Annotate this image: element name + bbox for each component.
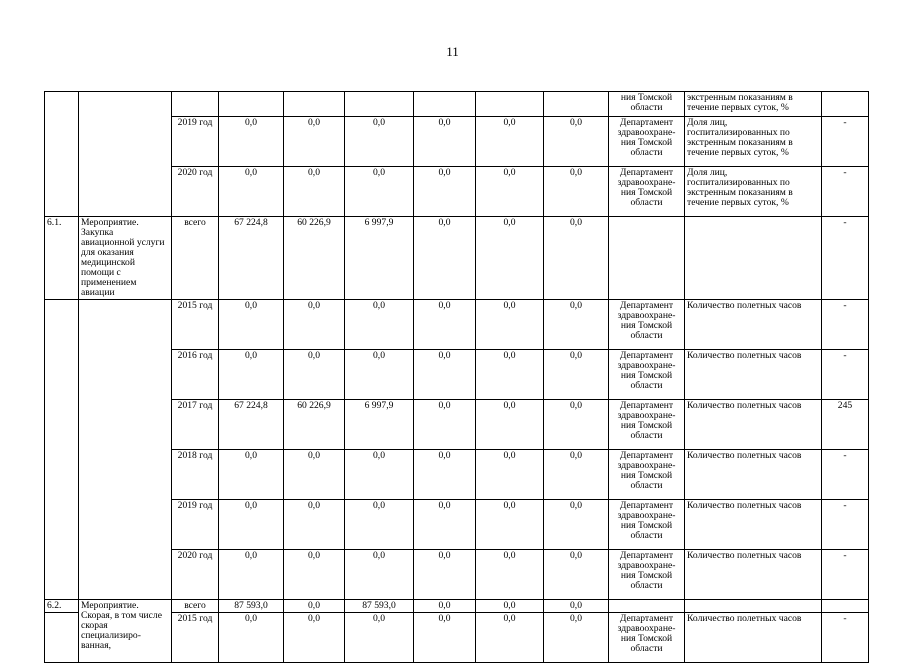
indicator-cell: Количество полетных часов (685, 300, 822, 350)
department-cell: Департамент здравоохране-ния Томской области (609, 450, 685, 500)
target-value-cell: - (822, 613, 869, 663)
target-value-cell: - (822, 300, 869, 350)
value-cell: 0,0 (544, 550, 609, 600)
value-cell: 0,0 (476, 117, 544, 167)
value-cell: 0,0 (414, 167, 476, 217)
value-cell: 0,0 (414, 400, 476, 450)
indicator-cell (685, 600, 822, 613)
department-cell: Департамент здравоохране-ния Томской области (609, 300, 685, 350)
value-cell: 0,0 (476, 217, 544, 300)
year-cell: всего (172, 600, 219, 613)
value-cell: 67 224,8 (219, 400, 284, 450)
value-cell: 0,0 (476, 550, 544, 600)
value-cell: 0,0 (284, 500, 345, 550)
page-number: 11 (446, 44, 459, 59)
row-number-cell: 6.2. (45, 600, 79, 613)
year-cell: 2019 год (172, 500, 219, 550)
value-cell: 0,0 (544, 167, 609, 217)
value-cell: 0,0 (414, 217, 476, 300)
value-cell: 0,0 (544, 613, 609, 663)
value-cell: 0,0 (219, 117, 284, 167)
row-number-cell (45, 300, 79, 600)
value-cell: 0,0 (284, 550, 345, 600)
value-cell: 0,0 (476, 300, 544, 350)
department-cell: Департамент здравоохране-ния Томской области (609, 167, 685, 217)
indicator-cell: Количество полетных часов (685, 350, 822, 400)
department-cell: Департамент здравоохране-ния Томской области (609, 117, 685, 167)
department-cell (609, 600, 685, 613)
target-value-cell: - (822, 450, 869, 500)
value-cell: 6 997,9 (345, 400, 414, 450)
department-cell: Департамент здравоохране-ния Томской области (609, 400, 685, 450)
row-description-cell (79, 300, 172, 600)
indicator-cell: Количество полетных часов (685, 550, 822, 600)
year-cell: 2019 год (172, 117, 219, 167)
row-description-cell: Мероприятие. Скорая, в том числе скорая специализиро-ванная, (79, 600, 172, 663)
year-cell: 2015 год (172, 613, 219, 663)
value-cell: 0,0 (284, 600, 345, 613)
value-cell: 0,0 (544, 450, 609, 500)
value-cell: 0,0 (544, 350, 609, 400)
value-cell: 0,0 (284, 613, 345, 663)
value-cell: 0,0 (219, 550, 284, 600)
value-cell: 0,0 (414, 350, 476, 400)
value-cell: 87 593,0 (345, 600, 414, 613)
value-cell: 0,0 (544, 400, 609, 450)
value-cell: 0,0 (414, 450, 476, 500)
value-cell: 0,0 (476, 400, 544, 450)
table-row (45, 217, 869, 300)
target-value-cell: - (822, 167, 869, 217)
table-row (45, 300, 869, 350)
row-number-cell: 6.1. (45, 217, 79, 300)
value-cell: 0,0 (219, 450, 284, 500)
value-cell: 0,0 (219, 350, 284, 400)
value-cell: 0,0 (414, 600, 476, 613)
value-cell: 0,0 (284, 350, 345, 400)
indicator-cell: Количество полетных часов (685, 500, 822, 550)
table-row (45, 600, 869, 613)
value-cell: 0,0 (414, 550, 476, 600)
indicator-cell: Доля лиц, госпитализированных по экстренным показаниям в течение первых суток, % (685, 117, 822, 167)
department-cell (609, 217, 685, 300)
year-cell (172, 92, 219, 117)
year-cell: 2016 год (172, 350, 219, 400)
value-cell: 0,0 (414, 300, 476, 350)
department-cell: Департамент здравоохране-ния Томской области (609, 613, 685, 663)
department-cell: Департамент здравоохране-ния Томской области (609, 550, 685, 600)
target-value-cell: - (822, 217, 869, 300)
value-cell: 0,0 (345, 550, 414, 600)
value-cell: 0,0 (544, 217, 609, 300)
value-cell: 0,0 (414, 117, 476, 167)
value-cell: 0,0 (476, 350, 544, 400)
target-value-cell: - (822, 117, 869, 167)
value-cell: 0,0 (345, 350, 414, 400)
indicator-cell: Количество полетных часов (685, 400, 822, 450)
value-cell: 87 593,0 (219, 600, 284, 613)
department-cell: Департамент здравоохране-ния Томской области (609, 350, 685, 400)
target-value-cell: - (822, 500, 869, 550)
value-cell: 0,0 (544, 600, 609, 613)
indicator-cell: Количество полетных часов (685, 613, 822, 663)
department-cell: ния Томской области (609, 92, 685, 117)
indicator-cell: Количество полетных часов (685, 450, 822, 500)
year-cell: всего (172, 217, 219, 300)
value-cell (345, 92, 414, 117)
value-cell: 0,0 (544, 117, 609, 167)
value-cell: 0,0 (544, 300, 609, 350)
value-cell: 0,0 (345, 613, 414, 663)
target-value-cell (822, 92, 869, 117)
value-cell (219, 92, 284, 117)
target-value-cell: - (822, 550, 869, 600)
value-cell: 0,0 (345, 167, 414, 217)
value-cell: 0,0 (219, 167, 284, 217)
value-cell: 0,0 (219, 500, 284, 550)
value-cell: 0,0 (476, 613, 544, 663)
value-cell (284, 92, 345, 117)
table-row (45, 92, 869, 117)
row-number-cell (45, 613, 79, 663)
value-cell: 6 997,9 (345, 217, 414, 300)
row-description-cell: Мероприятие. Закупка авиационной услуги для оказания медицинской помощи с применением авиации (79, 217, 172, 300)
value-cell: 0,0 (219, 613, 284, 663)
target-value-cell: - (822, 350, 869, 400)
target-value-cell: 245 (822, 400, 869, 450)
row-number-cell (45, 92, 79, 217)
indicator-cell: экстренным показаниям в течение первых суток, % (685, 92, 822, 117)
value-cell: 0,0 (345, 500, 414, 550)
year-cell: 2015 год (172, 300, 219, 350)
value-cell: 0,0 (284, 167, 345, 217)
value-cell: 60 226,9 (284, 217, 345, 300)
value-cell: 0,0 (284, 450, 345, 500)
value-cell: 0,0 (476, 500, 544, 550)
year-cell: 2017 год (172, 400, 219, 450)
value-cell: 0,0 (345, 117, 414, 167)
program-table (44, 91, 869, 663)
value-cell (414, 92, 476, 117)
target-value-cell (822, 600, 869, 613)
indicator-cell (685, 217, 822, 300)
value-cell (544, 92, 609, 117)
value-cell: 0,0 (345, 450, 414, 500)
department-cell: Департамент здравоохране-ния Томской области (609, 500, 685, 550)
value-cell: 0,0 (476, 600, 544, 613)
year-cell: 2018 год (172, 450, 219, 500)
row-description-cell (79, 92, 172, 217)
value-cell: 67 224,8 (219, 217, 284, 300)
year-cell: 2020 год (172, 550, 219, 600)
value-cell: 0,0 (345, 300, 414, 350)
value-cell: 0,0 (476, 450, 544, 500)
year-cell: 2020 год (172, 167, 219, 217)
indicator-cell: Доля лиц, госпитализированных по экстренным показаниям в течение первых суток, % (685, 167, 822, 217)
value-cell (476, 92, 544, 117)
value-cell: 0,0 (219, 300, 284, 350)
value-cell: 0,0 (284, 117, 345, 167)
value-cell: 0,0 (414, 500, 476, 550)
value-cell: 60 226,9 (284, 400, 345, 450)
value-cell: 0,0 (414, 613, 476, 663)
value-cell: 0,0 (284, 300, 345, 350)
value-cell: 0,0 (476, 167, 544, 217)
value-cell: 0,0 (544, 500, 609, 550)
